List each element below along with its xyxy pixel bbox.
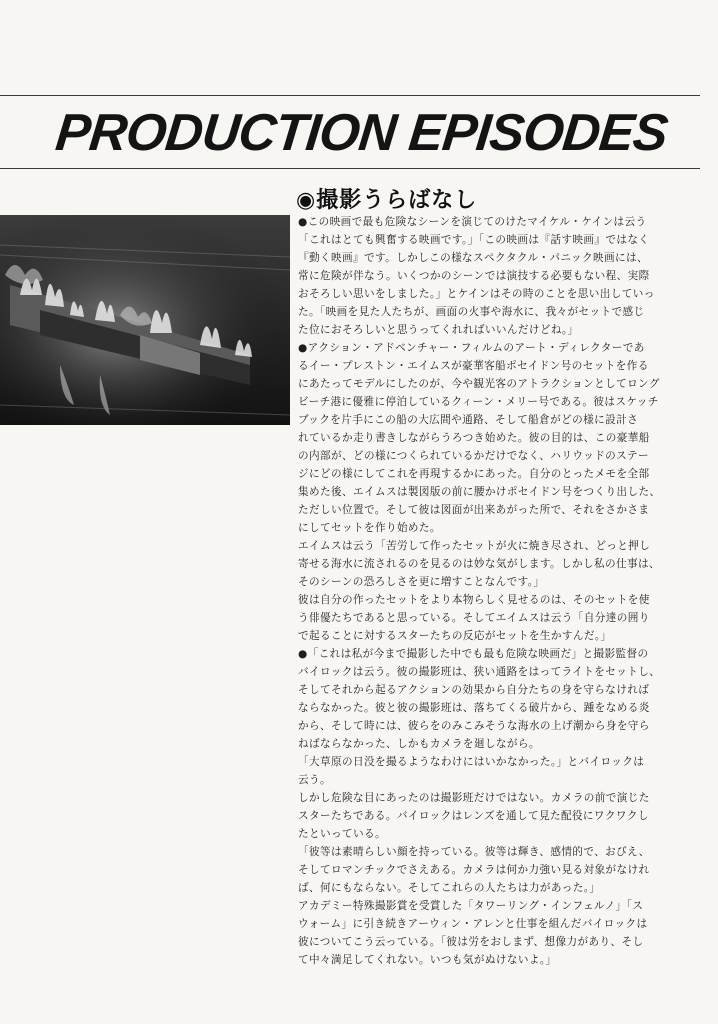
article-line: ならなかった。彼と彼の撮影班は、落ちてくる破片から、踵をなめる炎 — [298, 702, 650, 714]
article-line: ただしい位置で。そして彼は図面が出来あがった所で、それをさかさま — [298, 504, 650, 516]
article-line: そしてそれから起るアクションの効果から自分たちの身を守らなければ — [298, 684, 650, 696]
article-line: れているか走り書きしながらうろつき始めた。彼の目的は、この豪華船 — [298, 432, 650, 444]
article-line: バイロックは云う。彼の撮影班は、狭い通路をはってライトをセットし、 — [298, 666, 661, 678]
article-line: おそろしい思いをしました。」とケインはその時のことを思い出していっ — [298, 288, 655, 300]
article-line: の内部が、どの様につくられているかだけでなく、ハリウッドのステー — [298, 450, 649, 462]
article-line: 常に危険が伴なう。いくつかのシーンでは演技する必要もない程、実際 — [298, 270, 650, 282]
page-title: PRODUCTION EPISODES — [52, 104, 670, 162]
article-line: ジにどの様にしてこれを再現するかにあった。自分のとったメモを全部 — [298, 468, 650, 480]
article-line: しかし危険な目にあったのは撮影班だけではない。カメラの前で演じた — [298, 792, 650, 804]
section-title: ◉撮影うらばなし — [296, 187, 478, 213]
article-body — [298, 213, 676, 969]
article-line: 『動く映画』です。しかしこの様なスペクタクル・パニック映画には、 — [298, 252, 648, 264]
article-line: ●アクション・アドベンチャー・フィルムのアート・ディレクターであ — [298, 342, 645, 354]
article-line: ビーチ港に優雅に停泊しているクィーン・メリー号である。彼はスケッチ — [298, 396, 659, 408]
article-line: 彼は自分の作ったセットをより本物らしく見せるのは、そのセットを使 — [298, 594, 650, 606]
article-line: エイムスは云う「苦労して作ったセットが火に焼き尽され、どっと押し — [298, 540, 651, 552]
ship-on-fire-photo — [0, 215, 290, 425]
article-line: て中々満足してくれない。いつも気がぬけないよ。」 — [298, 954, 557, 966]
article-line: ねばならなかった、しかもカメラを廻しながら。 — [298, 738, 540, 750]
article-line: た位におそろしいと思うってくれればいいんだけどね。」 — [298, 324, 579, 336]
article-line: ●この映画で最も危険なシーンを演じてのけたマイケル・ケインは云う — [298, 216, 647, 228]
article-line: そしてロマンチックでさえある。カメラは何か力強い見る対象がなけれ — [298, 864, 650, 876]
article-line: 集めた後、エイムスは製図版の前に腰かけポセイドン号をつくり出した、 — [298, 486, 661, 498]
article-line: そのシーンの恐ろしさを更に増すことなんです。」 — [298, 576, 545, 588]
bottom-rule — [0, 168, 700, 169]
article-line: で起ることに対するスターたちの反応がセットを生かすんだ。」 — [298, 630, 612, 642]
article-line: 「大草原の日没を撮るようなわけにはいかなかった。」とバイロックは — [298, 756, 645, 768]
article-line: 寄せる海水に流されるのを見るのは妙な気がします。しかし私の仕事は、 — [298, 558, 660, 570]
top-rule — [0, 95, 700, 96]
article-line: にあたってモデルにしたのが、今や観光客のアトラクションとしてロング — [298, 378, 660, 390]
article-line: るイー・プレストン・エイムスが豪華客船ポセイドン号のセットを作る — [298, 360, 649, 372]
article-line: たといっている。 — [298, 828, 386, 840]
article-line: ●「これは私が今まで撮影した中でも最も危険な映画だ」と撮影監督の — [298, 648, 649, 660]
article-line: 云う。 — [298, 774, 331, 786]
article-line: スターたちである。バイロックはレンズを通して見た配役にワクワクし — [298, 810, 649, 822]
article-line: にしてセットを作り始めた。 — [298, 522, 441, 534]
article-line: ブックを片手にこの船の大広間や通路、そして船倉がどの様に設計さ — [298, 414, 639, 426]
article-line: アカデミー特殊撮影賞を受賞した「タワーリング・インフェルノ」「ス — [298, 900, 644, 912]
article-line: た。「映画を見た人たちが、画面の火事や海水に、我々がセットで感じ — [298, 306, 645, 318]
article-line: ウォーム」に引き続きアーウィン・アレンと仕事を組んだバイロックは — [298, 918, 648, 930]
article-line: う俳優たちであると思っている。そしてエイムスは云う「自分達の囲り — [298, 612, 650, 624]
article-line: ば、何にもならない。そしてこれらの人たちは力があった。」 — [298, 882, 601, 894]
article-line: 彼についてこう云っている。「彼は労をおしまず、想像力があり、そし — [298, 936, 644, 948]
article-line: 「これはとても興奮する映画です。」「この映画は『話す映画』ではなく — [298, 234, 650, 246]
article-line: から、そして時には、彼らをのみこみそうな海水の上げ潮から身を守ら — [298, 720, 650, 732]
article-line: 「彼等は素晴らしい顔を持っている。彼等は輝き、感情的で、おびえ、 — [298, 846, 650, 858]
